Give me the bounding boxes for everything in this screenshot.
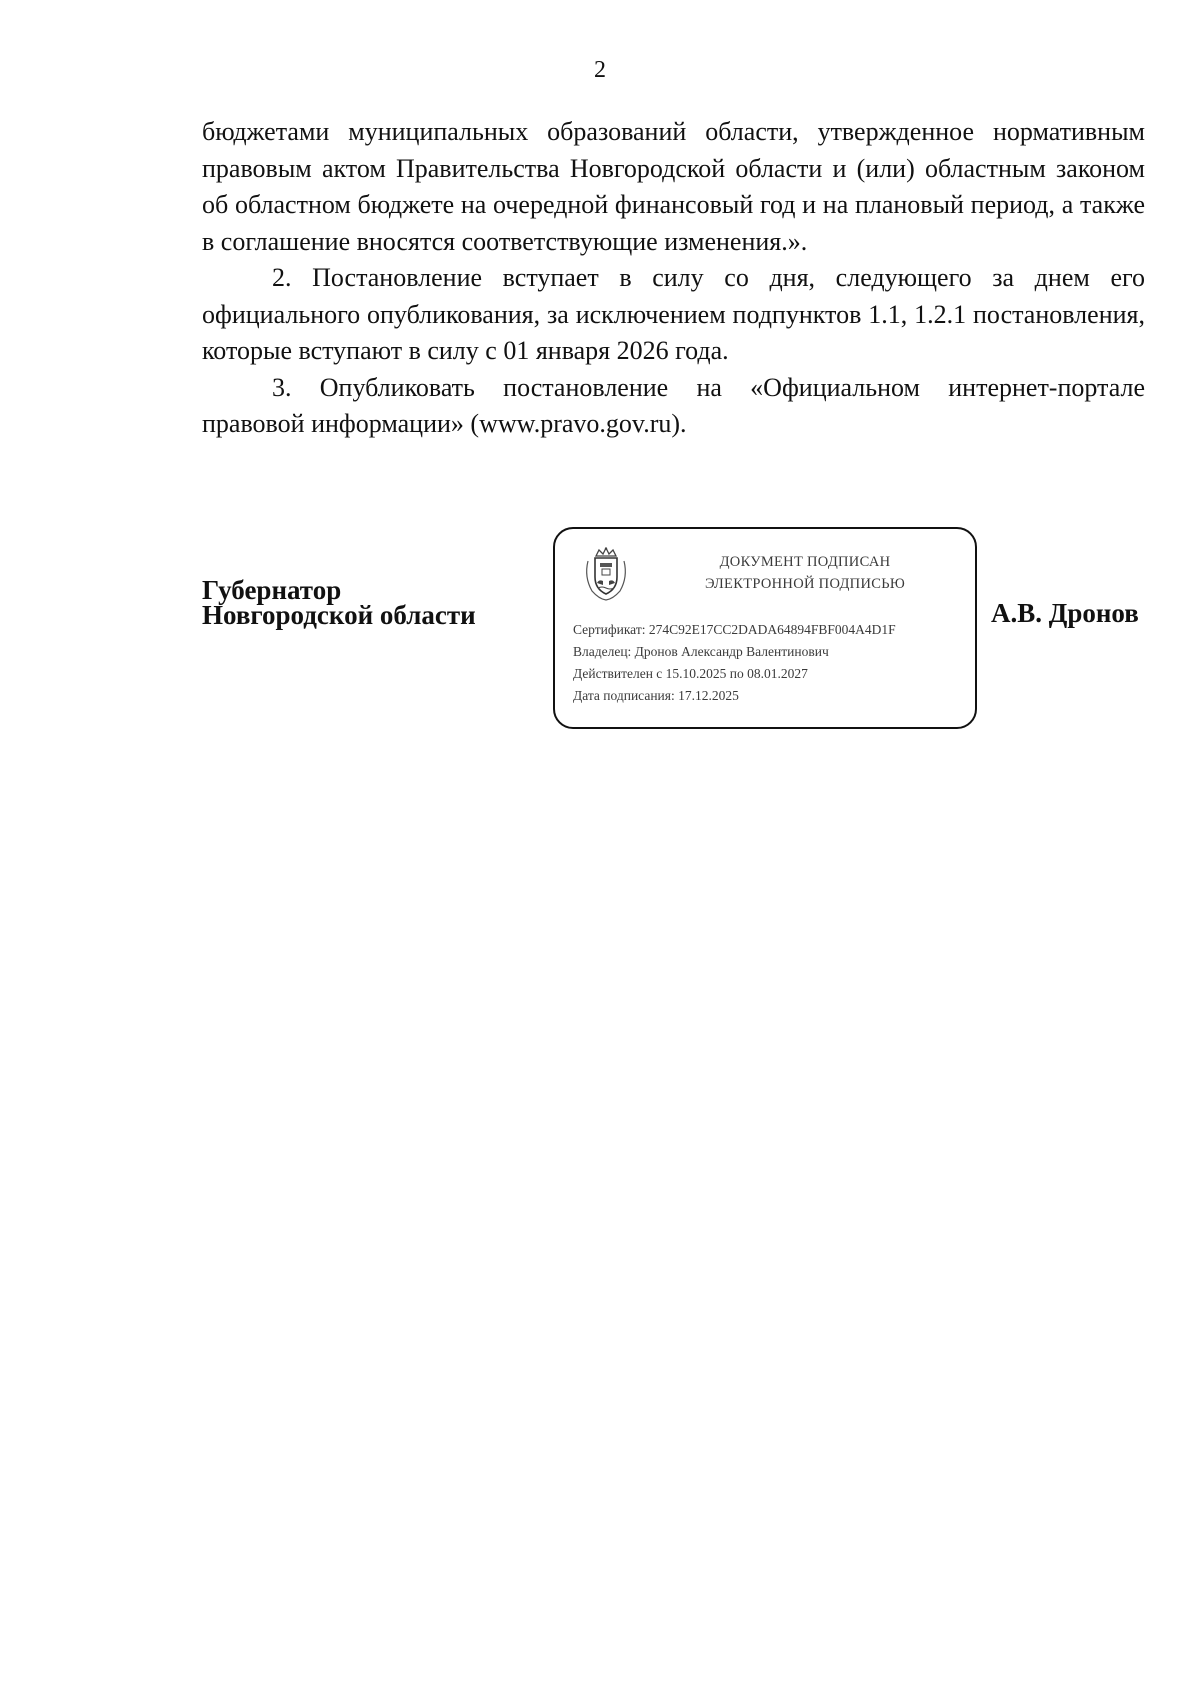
- stamp-owner: Владелец: Дронов Александр Валентинович: [573, 644, 829, 659]
- position-line-1: Губернатор: [202, 575, 342, 605]
- regional-coat-of-arms-icon: [582, 547, 630, 601]
- paragraph-2: 2. Постановление вступает в силу со дня, следующего за днем его официального опубликования, за исключением подпунктов 1.1, 1.2.1 постановления, которые вступают в силу с 01 января 2026 года.: [202, 263, 1145, 365]
- stamp-heading: [645, 551, 965, 595]
- stamp-validity: Действителен с 15.10.2025 по 08.01.2027: [573, 666, 808, 681]
- paragraph-3: 3. Опубликовать постановление на «Официальном интернет-портале правовой информации» (www.pravo.gov.ru).: [202, 372, 1145, 438]
- stamp-heading-line-1: ДОКУМЕНТ ПОДПИСАН: [719, 554, 891, 570]
- signatory-name: А.В. Дронов: [991, 598, 1139, 628]
- electronic-signature-stamp: [553, 527, 977, 729]
- paragraph-continuation: бюджетами муниципальных образований области, утвержденное нормативным правовым актом Правительства Новгородской области и (или) областным законом об областном бюджете на очередной финансовый год и на плановый период, а также в соглашение вносятся соответствующие изменения.».: [202, 117, 1145, 256]
- position-line-2: Новгородской области: [202, 600, 476, 630]
- stamp-heading-line-2: ЭЛЕКТРОННОЙ ПОДПИСЬЮ: [704, 576, 906, 592]
- stamp-signing-date: Дата подписания: 17.12.2025: [573, 688, 739, 703]
- page-number: 2: [594, 57, 606, 83]
- stamp-certificate: Сертификат: 274C92E17CC2DADA64894FBF004A4D1F: [573, 622, 896, 637]
- signatory-position: [202, 575, 476, 630]
- document-body: [202, 114, 1145, 443]
